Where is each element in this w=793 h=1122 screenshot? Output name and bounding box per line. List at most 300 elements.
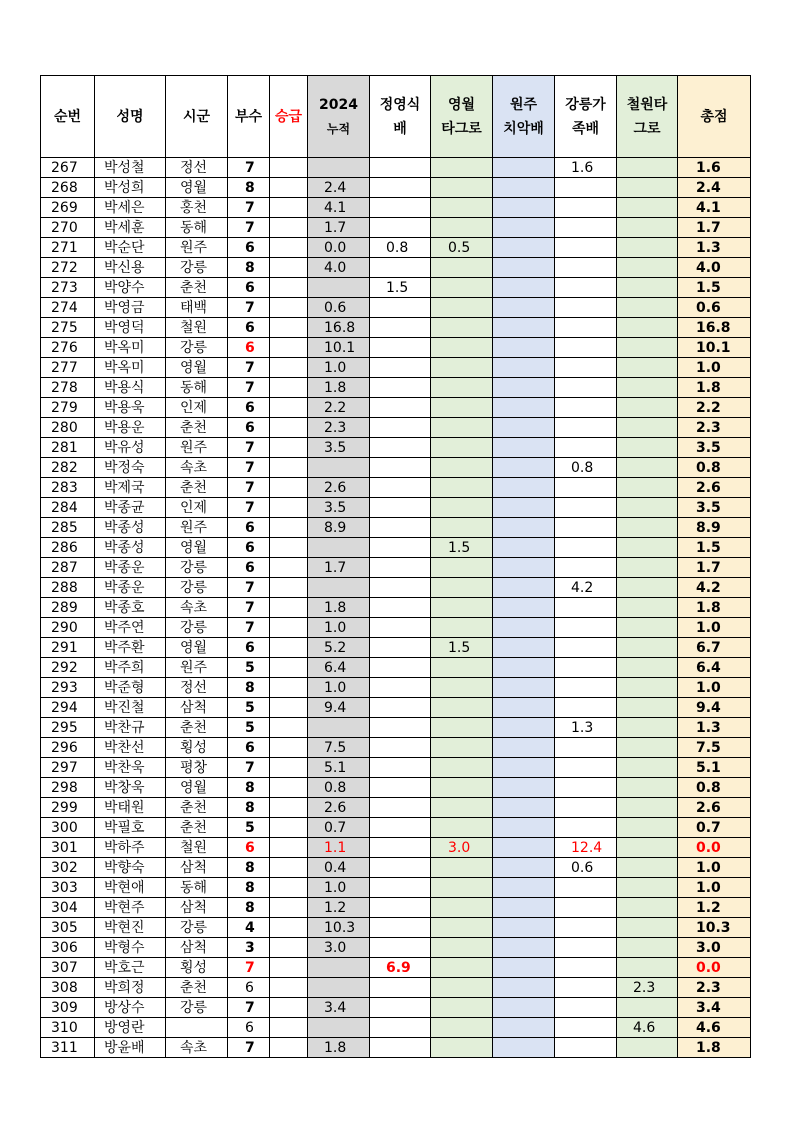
table-row [41, 318, 751, 338]
table-row [41, 1038, 751, 1058]
cell-cheorwon-tagro [617, 858, 678, 878]
cell-promotion [270, 818, 308, 838]
table-row [41, 338, 751, 358]
cell-bu: 6 [228, 1018, 270, 1038]
cell-yeongwol-tagro [431, 778, 493, 798]
cell-name: 박형수 [95, 938, 166, 958]
cell-city: 원주 [166, 518, 228, 538]
cell-city: 영월 [166, 778, 228, 798]
cell-cheorwon-tagro [617, 618, 678, 638]
cell-city: 영월 [166, 538, 228, 558]
cell-wonju-chiak-cup [493, 1038, 555, 1058]
cell-no: 290 [41, 618, 95, 638]
cell-cheorwon-tagro [617, 638, 678, 658]
table-row [41, 398, 751, 418]
cell-2024-cumulative: 3.4 [308, 998, 370, 1018]
cell-yeongwol-tagro [431, 518, 493, 538]
cell-no: 284 [41, 498, 95, 518]
cell-cheorwon-tagro [617, 758, 678, 778]
cell-jeongyeongsik-cup [370, 718, 431, 738]
cell-name: 박유성 [95, 438, 166, 458]
cell-city: 삼척 [166, 938, 228, 958]
cell-gangneung-family-cup [555, 298, 617, 318]
cell-name: 박현진 [95, 918, 166, 938]
cell-no: 309 [41, 998, 95, 1018]
cell-jeongyeongsik-cup [370, 838, 431, 858]
cell-total: 6.7 [678, 638, 751, 658]
cell-no: 301 [41, 838, 95, 858]
cell-total: 3.5 [678, 438, 751, 458]
cell-total: 1.2 [678, 898, 751, 918]
table-row [41, 198, 751, 218]
cell-cheorwon-tagro [617, 218, 678, 238]
cell-bu: 6 [228, 338, 270, 358]
cell-2024-cumulative: 2.6 [308, 478, 370, 498]
header-total: 총점 [678, 76, 751, 158]
cell-wonju-chiak-cup [493, 998, 555, 1018]
cell-wonju-chiak-cup [493, 278, 555, 298]
table-row [41, 278, 751, 298]
cell-gangneung-family-cup [555, 338, 617, 358]
cell-2024-cumulative [308, 158, 370, 178]
cell-no: 291 [41, 638, 95, 658]
cell-jeongyeongsik-cup [370, 818, 431, 838]
cell-city: 강릉 [166, 338, 228, 358]
cell-no: 305 [41, 918, 95, 938]
cell-name: 박주연 [95, 618, 166, 638]
cell-yeongwol-tagro [431, 798, 493, 818]
cell-gangneung-family-cup [555, 898, 617, 918]
cell-name: 박양수 [95, 278, 166, 298]
cell-2024-cumulative: 3.5 [308, 498, 370, 518]
cell-name: 박주희 [95, 658, 166, 678]
cell-jeongyeongsik-cup [370, 778, 431, 798]
cell-jeongyeongsik-cup [370, 378, 431, 398]
cell-total: 4.1 [678, 198, 751, 218]
cell-yeongwol-tagro [431, 698, 493, 718]
cell-jeongyeongsik-cup [370, 658, 431, 678]
cell-cheorwon-tagro [617, 258, 678, 278]
cell-jeongyeongsik-cup [370, 918, 431, 938]
cell-wonju-chiak-cup [493, 498, 555, 518]
cell-total: 8.9 [678, 518, 751, 538]
table-row [41, 298, 751, 318]
cell-jeongyeongsik-cup [370, 398, 431, 418]
cell-gangneung-family-cup [555, 238, 617, 258]
cell-jeongyeongsik-cup [370, 518, 431, 538]
cell-promotion [270, 298, 308, 318]
cell-bu: 7 [228, 998, 270, 1018]
cell-jeongyeongsik-cup [370, 978, 431, 998]
cell-2024-cumulative: 16.8 [308, 318, 370, 338]
cell-name: 박태원 [95, 798, 166, 818]
cell-wonju-chiak-cup [493, 378, 555, 398]
cell-yeongwol-tagro [431, 178, 493, 198]
cell-2024-cumulative [308, 538, 370, 558]
cell-cheorwon-tagro [617, 298, 678, 318]
cell-city: 영월 [166, 358, 228, 378]
cell-bu: 6 [228, 738, 270, 758]
table-row [41, 998, 751, 1018]
cell-gangneung-family-cup: 1.6 [555, 158, 617, 178]
cell-2024-cumulative: 2.6 [308, 798, 370, 818]
cell-bu: 8 [228, 178, 270, 198]
cell-city: 속초 [166, 458, 228, 478]
cell-2024-cumulative: 0.8 [308, 778, 370, 798]
cell-promotion [270, 338, 308, 358]
cell-promotion [270, 318, 308, 338]
cell-wonju-chiak-cup [493, 298, 555, 318]
cell-yeongwol-tagro [431, 458, 493, 478]
cell-wonju-chiak-cup [493, 558, 555, 578]
cell-yeongwol-tagro: 1.5 [431, 538, 493, 558]
table-row [41, 378, 751, 398]
cell-bu: 7 [228, 758, 270, 778]
cell-jeongyeongsik-cup [370, 738, 431, 758]
cell-wonju-chiak-cup [493, 238, 555, 258]
cell-name: 박찬규 [95, 718, 166, 738]
cell-2024-cumulative [308, 978, 370, 998]
cell-promotion [270, 658, 308, 678]
cell-wonju-chiak-cup [493, 178, 555, 198]
cell-total: 1.0 [678, 358, 751, 378]
cell-no: 267 [41, 158, 95, 178]
table-row [41, 738, 751, 758]
cell-gangneung-family-cup [555, 498, 617, 518]
table-row [41, 158, 751, 178]
cell-name: 박준형 [95, 678, 166, 698]
cell-name: 박종성 [95, 518, 166, 538]
cell-promotion [270, 358, 308, 378]
cell-bu: 6 [228, 638, 270, 658]
cell-yeongwol-tagro [431, 478, 493, 498]
cell-2024-cumulative: 9.4 [308, 698, 370, 718]
cell-bu: 6 [228, 838, 270, 858]
cell-name: 방상수 [95, 998, 166, 1018]
cell-name: 박세훈 [95, 218, 166, 238]
cell-total: 2.6 [678, 478, 751, 498]
cell-city: 정선 [166, 158, 228, 178]
cell-total: 1.0 [678, 678, 751, 698]
cell-city: 철원 [166, 838, 228, 858]
cell-gangneung-family-cup [555, 1018, 617, 1038]
cell-cheorwon-tagro [617, 898, 678, 918]
cell-city: 원주 [166, 438, 228, 458]
cell-gangneung-family-cup [555, 978, 617, 998]
cell-city: 원주 [166, 238, 228, 258]
cell-cheorwon-tagro [617, 198, 678, 218]
cell-wonju-chiak-cup [493, 518, 555, 538]
cell-cheorwon-tagro [617, 678, 678, 698]
cell-promotion [270, 278, 308, 298]
cell-2024-cumulative [308, 578, 370, 598]
cell-cheorwon-tagro: 2.3 [617, 978, 678, 998]
cell-no: 308 [41, 978, 95, 998]
cell-wonju-chiak-cup [493, 778, 555, 798]
cell-wonju-chiak-cup [493, 478, 555, 498]
cell-name: 박찬욱 [95, 758, 166, 778]
cell-bu: 8 [228, 858, 270, 878]
cell-cheorwon-tagro [617, 998, 678, 1018]
table-row [41, 918, 751, 938]
header-promotion: 승급 [270, 76, 308, 158]
cell-wonju-chiak-cup [493, 918, 555, 938]
cell-name: 박향숙 [95, 858, 166, 878]
table-row [41, 718, 751, 738]
cell-2024-cumulative: 1.8 [308, 1038, 370, 1058]
cell-wonju-chiak-cup [493, 638, 555, 658]
cell-no: 287 [41, 558, 95, 578]
cell-yeongwol-tagro [431, 378, 493, 398]
header-wonju-chiak-cup: 원주 치악배 [493, 76, 555, 158]
cell-yeongwol-tagro [431, 1038, 493, 1058]
cell-jeongyeongsik-cup [370, 798, 431, 818]
cell-jeongyeongsik-cup [370, 438, 431, 458]
cell-yeongwol-tagro [431, 938, 493, 958]
cell-promotion [270, 478, 308, 498]
cell-promotion [270, 778, 308, 798]
header-row [41, 76, 751, 158]
cell-city: 춘천 [166, 818, 228, 838]
cell-2024-cumulative: 0.7 [308, 818, 370, 838]
cell-promotion [270, 938, 308, 958]
cell-2024-cumulative: 1.0 [308, 878, 370, 898]
header-cheorwon-tagro: 철원타 그로 [617, 76, 678, 158]
cell-jeongyeongsik-cup [370, 158, 431, 178]
cell-yeongwol-tagro: 0.5 [431, 238, 493, 258]
table-row [41, 838, 751, 858]
cell-promotion [270, 638, 308, 658]
cell-no: 310 [41, 1018, 95, 1038]
cell-name: 박순단 [95, 238, 166, 258]
cell-2024-cumulative: 2.2 [308, 398, 370, 418]
cell-name: 박호근 [95, 958, 166, 978]
cell-cheorwon-tagro [617, 498, 678, 518]
cell-bu: 3 [228, 938, 270, 958]
cell-2024-cumulative: 1.7 [308, 558, 370, 578]
cell-gangneung-family-cup [555, 918, 617, 938]
cell-total: 1.8 [678, 1038, 751, 1058]
cell-wonju-chiak-cup [493, 858, 555, 878]
cell-total: 0.6 [678, 298, 751, 318]
cell-jeongyeongsik-cup: 0.8 [370, 238, 431, 258]
cell-bu: 7 [228, 958, 270, 978]
cell-total: 1.5 [678, 278, 751, 298]
cell-total: 3.5 [678, 498, 751, 518]
cell-yeongwol-tagro [431, 658, 493, 678]
cell-yeongwol-tagro [431, 578, 493, 598]
cell-no: 295 [41, 718, 95, 738]
cell-bu: 8 [228, 258, 270, 278]
table-row [41, 218, 751, 238]
cell-cheorwon-tagro [617, 438, 678, 458]
cell-yeongwol-tagro [431, 198, 493, 218]
cell-no: 307 [41, 958, 95, 978]
cell-2024-cumulative [308, 958, 370, 978]
cell-total: 1.3 [678, 718, 751, 738]
cell-cheorwon-tagro [617, 738, 678, 758]
table-row [41, 418, 751, 438]
cell-city: 동해 [166, 218, 228, 238]
cell-bu: 7 [228, 438, 270, 458]
cell-wonju-chiak-cup [493, 198, 555, 218]
cell-cheorwon-tagro [617, 178, 678, 198]
header-jeongyeongsik-cup: 정영식 배 [370, 76, 431, 158]
cell-2024-cumulative: 10.1 [308, 338, 370, 358]
cell-no: 289 [41, 598, 95, 618]
cell-gangneung-family-cup [555, 958, 617, 978]
cell-name: 박옥미 [95, 338, 166, 358]
cell-no: 297 [41, 758, 95, 778]
cell-yeongwol-tagro [431, 878, 493, 898]
cell-yeongwol-tagro [431, 398, 493, 418]
header-no: 순번 [41, 76, 95, 158]
cell-promotion [270, 418, 308, 438]
cell-city: 영월 [166, 178, 228, 198]
cell-name: 박종호 [95, 598, 166, 618]
cell-jeongyeongsik-cup [370, 698, 431, 718]
cell-name: 박주환 [95, 638, 166, 658]
cell-city: 홍천 [166, 198, 228, 218]
cell-jeongyeongsik-cup: 6.9 [370, 958, 431, 978]
cell-jeongyeongsik-cup [370, 1018, 431, 1038]
cell-yeongwol-tagro [431, 998, 493, 1018]
cell-cheorwon-tagro [617, 358, 678, 378]
cell-bu: 6 [228, 278, 270, 298]
header-gangneung-family-cup: 강릉가 족배 [555, 76, 617, 158]
cell-bu: 8 [228, 878, 270, 898]
cell-2024-cumulative: 8.9 [308, 518, 370, 538]
cell-wonju-chiak-cup [493, 818, 555, 838]
cell-promotion [270, 458, 308, 478]
cell-total: 2.4 [678, 178, 751, 198]
cell-jeongyeongsik-cup [370, 558, 431, 578]
cell-name: 방윤배 [95, 1038, 166, 1058]
cell-city: 삼척 [166, 858, 228, 878]
cell-yeongwol-tagro [431, 498, 493, 518]
cell-total: 0.8 [678, 458, 751, 478]
header-bu: 부수 [228, 76, 270, 158]
cell-wonju-chiak-cup [493, 158, 555, 178]
cell-no: 302 [41, 858, 95, 878]
cell-city: 철원 [166, 318, 228, 338]
table-row [41, 938, 751, 958]
cell-name: 박성철 [95, 158, 166, 178]
cell-city: 횡성 [166, 738, 228, 758]
cell-name: 박종성 [95, 538, 166, 558]
cell-cheorwon-tagro [617, 798, 678, 818]
cell-promotion [270, 918, 308, 938]
cell-bu: 4 [228, 918, 270, 938]
table-row [41, 978, 751, 998]
cell-jeongyeongsik-cup [370, 858, 431, 878]
table-row [41, 598, 751, 618]
cell-promotion [270, 218, 308, 238]
cell-no: 303 [41, 878, 95, 898]
cell-promotion [270, 738, 308, 758]
cell-total: 1.0 [678, 858, 751, 878]
cell-gangneung-family-cup [555, 538, 617, 558]
table-row [41, 898, 751, 918]
cell-gangneung-family-cup [555, 398, 617, 418]
table-row [41, 658, 751, 678]
cell-cheorwon-tagro [617, 278, 678, 298]
cell-no: 274 [41, 298, 95, 318]
cell-bu: 7 [228, 478, 270, 498]
cell-bu: 6 [228, 558, 270, 578]
cell-gangneung-family-cup: 4.2 [555, 578, 617, 598]
cell-jeongyeongsik-cup [370, 998, 431, 1018]
cell-no: 288 [41, 578, 95, 598]
cell-2024-cumulative: 1.8 [308, 378, 370, 398]
cell-2024-cumulative: 0.0 [308, 238, 370, 258]
cell-name: 박종운 [95, 558, 166, 578]
cell-wonju-chiak-cup [493, 418, 555, 438]
cell-bu: 5 [228, 698, 270, 718]
cell-promotion [270, 518, 308, 538]
cell-promotion [270, 1038, 308, 1058]
cell-jeongyeongsik-cup [370, 678, 431, 698]
cell-name: 박옥미 [95, 358, 166, 378]
cell-wonju-chiak-cup [493, 458, 555, 478]
cell-no: 283 [41, 478, 95, 498]
cell-2024-cumulative: 2.3 [308, 418, 370, 438]
cell-jeongyeongsik-cup: 1.5 [370, 278, 431, 298]
cell-name: 박진철 [95, 698, 166, 718]
cell-2024-cumulative: 6.4 [308, 658, 370, 678]
cell-jeongyeongsik-cup [370, 478, 431, 498]
cell-no: 278 [41, 378, 95, 398]
table-row [41, 1018, 751, 1038]
table-row [41, 478, 751, 498]
cell-total: 1.6 [678, 158, 751, 178]
cell-cheorwon-tagro [617, 478, 678, 498]
cell-no: 296 [41, 738, 95, 758]
table-row [41, 638, 751, 658]
table-row [41, 358, 751, 378]
cell-jeongyeongsik-cup [370, 638, 431, 658]
cell-total: 2.3 [678, 978, 751, 998]
cell-gangneung-family-cup [555, 318, 617, 338]
cell-city: 속초 [166, 1038, 228, 1058]
cell-name: 박제국 [95, 478, 166, 498]
cell-no: 293 [41, 678, 95, 698]
cell-bu: 7 [228, 458, 270, 478]
cell-jeongyeongsik-cup [370, 458, 431, 478]
cell-gangneung-family-cup [555, 678, 617, 698]
cell-name: 박종운 [95, 578, 166, 598]
cell-no: 286 [41, 538, 95, 558]
cell-wonju-chiak-cup [493, 218, 555, 238]
cell-jeongyeongsik-cup [370, 598, 431, 618]
cell-city: 인제 [166, 398, 228, 418]
cell-jeongyeongsik-cup [370, 1038, 431, 1058]
cell-gangneung-family-cup [555, 778, 617, 798]
table-row [41, 818, 751, 838]
cell-total: 3.4 [678, 998, 751, 1018]
cell-bu: 8 [228, 798, 270, 818]
cell-yeongwol-tagro [431, 318, 493, 338]
cell-no: 269 [41, 198, 95, 218]
cell-city: 횡성 [166, 958, 228, 978]
cell-city: 동해 [166, 878, 228, 898]
cell-no: 311 [41, 1038, 95, 1058]
cell-no: 275 [41, 318, 95, 338]
cell-yeongwol-tagro [431, 358, 493, 378]
cell-bu: 6 [228, 518, 270, 538]
cell-bu: 7 [228, 158, 270, 178]
cell-name: 박종균 [95, 498, 166, 518]
